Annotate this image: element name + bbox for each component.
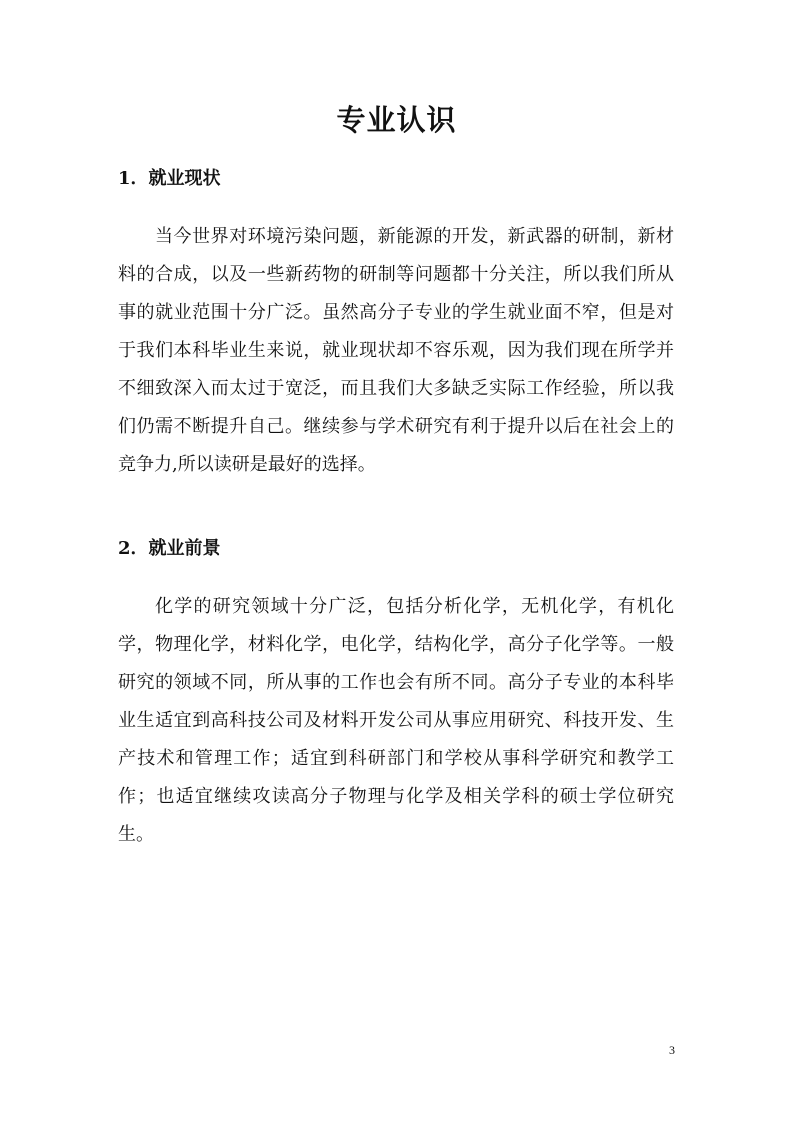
section-paragraph-employment-prospects: 化学的研究领域十分广泛，包括分析化学，无机化学，有机化学，物理化学，材料化学，电化学，结构化学，高分子化学等。一般研究的领域不同，所从事的工作也会有所不同。高分子专业的本科毕业生适宜到高科技公司及材料开发公司从事应用研究、科技开发、生产技术和管理工作；适宜到科研部门和学校从事科学研究和教学工作；也适宜继续攻读高分子物理与化学及相关学科的硕士学位研究生。	[118, 596, 674, 845]
page-number: 3	[669, 1043, 675, 1057]
section-paragraph-employment-status: 当今世界对环境污染问题，新能源的开发，新武器的研制，新材料的合成，以及一些新药物的研制等问题都十分关注，所以我们所从事的就业范围十分广泛。虽然高分子专业的学生就业面不窄，但是对于我们本科毕业生来说，就业现状却不容乐观，因为我们现在所学并不细致深入而太过于宽泛，而且我们大多缺乏实际工作经验，所以我们仍需不断提升自己。继续参与学术研究有利于提升以后在社会上的竞争力,所以读研是最好的选择。	[118, 226, 674, 475]
section-heading-employment-status: 1．就业现状	[118, 168, 221, 189]
section-heading-employment-prospects: 2．就业前景	[118, 538, 221, 559]
page-title: 专业认识	[336, 103, 457, 137]
